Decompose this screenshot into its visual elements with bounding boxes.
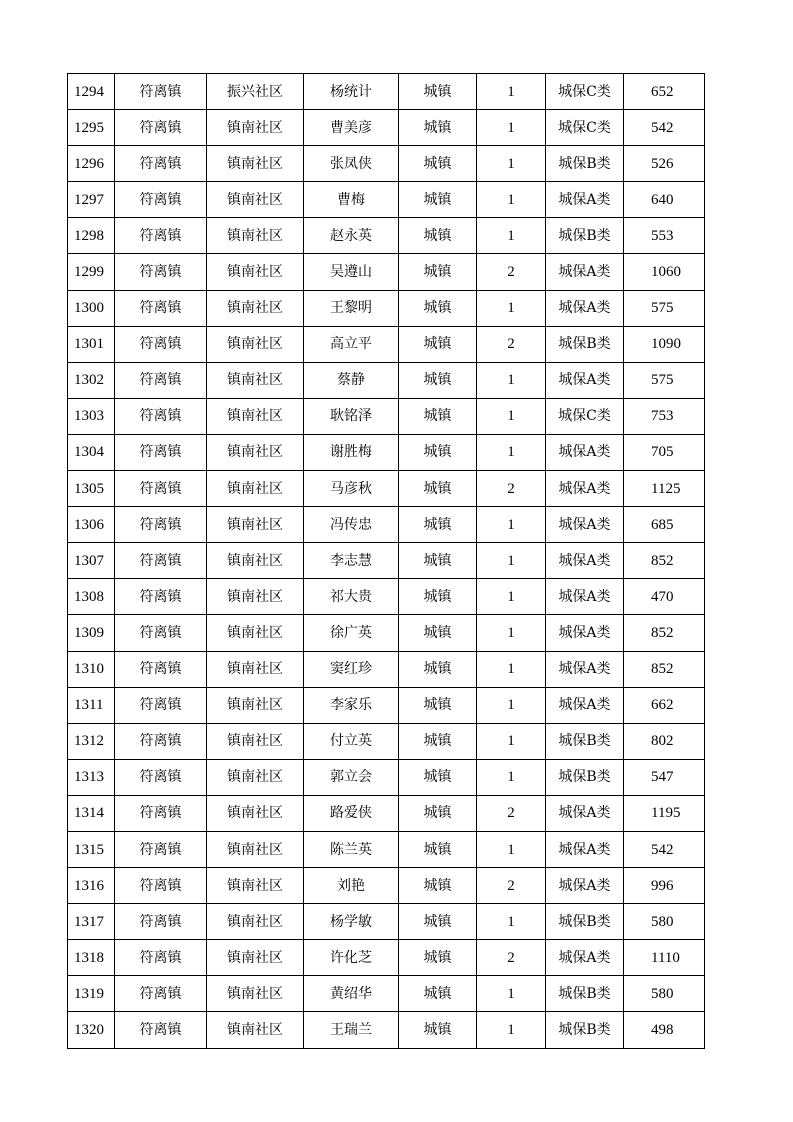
table-row: [68, 940, 705, 976]
cell-household-size: 1: [477, 146, 546, 182]
cell-area-type: 城镇: [399, 507, 477, 543]
cell-person-name: 王黎明: [304, 290, 399, 326]
cell-community: 镇南社区: [207, 976, 304, 1012]
cell-town: 符离镇: [115, 290, 207, 326]
table-row: [68, 723, 705, 759]
cell-household-size: 1: [477, 218, 546, 254]
cell-community: 镇南社区: [207, 471, 304, 507]
cell-household-size: 1: [477, 182, 546, 218]
cell-community: 镇南社区: [207, 543, 304, 579]
cell-amount: 575: [624, 290, 705, 326]
cell-insurance-category: 城保B类: [546, 1012, 624, 1048]
cell-amount: 652: [624, 74, 705, 110]
cell-amount: 553: [624, 218, 705, 254]
cell-community: 镇南社区: [207, 110, 304, 146]
cell-seq-number: 1313: [68, 759, 115, 795]
table-row: [68, 254, 705, 290]
cell-person-name: 蔡静: [304, 362, 399, 398]
cell-amount: 547: [624, 759, 705, 795]
cell-seq-number: 1305: [68, 471, 115, 507]
cell-area-type: 城镇: [399, 723, 477, 759]
table-body: [68, 74, 705, 1049]
cell-community: 镇南社区: [207, 795, 304, 831]
cell-person-name: 曹梅: [304, 182, 399, 218]
table-row: [68, 795, 705, 831]
cell-community: 镇南社区: [207, 434, 304, 470]
cell-town: 符离镇: [115, 723, 207, 759]
cell-insurance-category: 城保B类: [546, 723, 624, 759]
cell-area-type: 城镇: [399, 543, 477, 579]
cell-household-size: 1: [477, 723, 546, 759]
cell-area-type: 城镇: [399, 74, 477, 110]
cell-insurance-category: 城保A类: [546, 254, 624, 290]
cell-insurance-category: 城保A类: [546, 182, 624, 218]
cell-household-size: 1: [477, 1012, 546, 1048]
cell-amount: 705: [624, 434, 705, 470]
cell-town: 符离镇: [115, 904, 207, 940]
cell-insurance-category: 城保A类: [546, 471, 624, 507]
cell-insurance-category: 城保A类: [546, 543, 624, 579]
cell-community: 镇南社区: [207, 831, 304, 867]
data-sheet: [67, 73, 704, 1049]
cell-insurance-category: 城保A类: [546, 362, 624, 398]
table-row: [68, 362, 705, 398]
table-row: [68, 543, 705, 579]
cell-area-type: 城镇: [399, 615, 477, 651]
cell-area-type: 城镇: [399, 579, 477, 615]
cell-area-type: 城镇: [399, 687, 477, 723]
cell-seq-number: 1318: [68, 940, 115, 976]
cell-area-type: 城镇: [399, 218, 477, 254]
cell-community: 镇南社区: [207, 940, 304, 976]
cell-person-name: 杨统计: [304, 74, 399, 110]
cell-amount: 1195: [624, 795, 705, 831]
cell-town: 符离镇: [115, 146, 207, 182]
cell-amount: 526: [624, 146, 705, 182]
table-row: [68, 759, 705, 795]
cell-area-type: 城镇: [399, 182, 477, 218]
cell-amount: 662: [624, 687, 705, 723]
cell-town: 符离镇: [115, 795, 207, 831]
cell-amount: 852: [624, 615, 705, 651]
cell-household-size: 2: [477, 868, 546, 904]
cell-community: 镇南社区: [207, 398, 304, 434]
cell-town: 符离镇: [115, 868, 207, 904]
cell-area-type: 城镇: [399, 254, 477, 290]
cell-household-size: 2: [477, 471, 546, 507]
cell-person-name: 郭立会: [304, 759, 399, 795]
cell-household-size: 1: [477, 362, 546, 398]
cell-household-size: 1: [477, 110, 546, 146]
assistance-table: [67, 73, 705, 1049]
cell-person-name: 李志慧: [304, 543, 399, 579]
table-row: [68, 651, 705, 687]
cell-insurance-category: 城保A类: [546, 615, 624, 651]
cell-area-type: 城镇: [399, 146, 477, 182]
table-row: [68, 687, 705, 723]
cell-seq-number: 1294: [68, 74, 115, 110]
cell-community: 镇南社区: [207, 579, 304, 615]
cell-area-type: 城镇: [399, 326, 477, 362]
cell-household-size: 1: [477, 398, 546, 434]
table-row: [68, 1012, 705, 1048]
cell-seq-number: 1310: [68, 651, 115, 687]
cell-insurance-category: 城保A类: [546, 434, 624, 470]
cell-area-type: 城镇: [399, 434, 477, 470]
cell-insurance-category: 城保A类: [546, 579, 624, 615]
cell-seq-number: 1298: [68, 218, 115, 254]
cell-person-name: 刘艳: [304, 868, 399, 904]
cell-seq-number: 1302: [68, 362, 115, 398]
cell-person-name: 高立平: [304, 326, 399, 362]
cell-amount: 580: [624, 904, 705, 940]
cell-person-name: 徐广英: [304, 615, 399, 651]
cell-insurance-category: 城保A类: [546, 687, 624, 723]
cell-town: 符离镇: [115, 218, 207, 254]
cell-town: 符离镇: [115, 579, 207, 615]
cell-seq-number: 1317: [68, 904, 115, 940]
cell-community: 镇南社区: [207, 254, 304, 290]
table-row: [68, 904, 705, 940]
cell-amount: 498: [624, 1012, 705, 1048]
cell-community: 镇南社区: [207, 507, 304, 543]
cell-town: 符离镇: [115, 940, 207, 976]
table-row: [68, 218, 705, 254]
cell-community: 镇南社区: [207, 1012, 304, 1048]
cell-community: 镇南社区: [207, 182, 304, 218]
cell-town: 符离镇: [115, 507, 207, 543]
cell-seq-number: 1315: [68, 831, 115, 867]
cell-person-name: 吴遵山: [304, 254, 399, 290]
cell-area-type: 城镇: [399, 110, 477, 146]
table-row: [68, 434, 705, 470]
cell-person-name: 付立英: [304, 723, 399, 759]
cell-amount: 470: [624, 579, 705, 615]
cell-household-size: 2: [477, 795, 546, 831]
cell-household-size: 1: [477, 759, 546, 795]
cell-household-size: 1: [477, 579, 546, 615]
cell-seq-number: 1304: [68, 434, 115, 470]
cell-insurance-category: 城保B类: [546, 326, 624, 362]
cell-person-name: 耿铭泽: [304, 398, 399, 434]
cell-community: 镇南社区: [207, 759, 304, 795]
cell-town: 符离镇: [115, 651, 207, 687]
cell-household-size: 1: [477, 615, 546, 651]
cell-area-type: 城镇: [399, 1012, 477, 1048]
cell-town: 符离镇: [115, 74, 207, 110]
cell-community: 镇南社区: [207, 290, 304, 326]
cell-community: 镇南社区: [207, 687, 304, 723]
cell-town: 符离镇: [115, 976, 207, 1012]
cell-seq-number: 1306: [68, 507, 115, 543]
cell-seq-number: 1301: [68, 326, 115, 362]
cell-insurance-category: 城保C类: [546, 110, 624, 146]
cell-community: 镇南社区: [207, 904, 304, 940]
cell-area-type: 城镇: [399, 759, 477, 795]
cell-area-type: 城镇: [399, 795, 477, 831]
cell-amount: 542: [624, 110, 705, 146]
cell-seq-number: 1311: [68, 687, 115, 723]
cell-amount: 753: [624, 398, 705, 434]
cell-area-type: 城镇: [399, 651, 477, 687]
cell-insurance-category: 城保B类: [546, 218, 624, 254]
cell-seq-number: 1299: [68, 254, 115, 290]
cell-insurance-category: 城保A类: [546, 868, 624, 904]
cell-person-name: 杨学敏: [304, 904, 399, 940]
cell-area-type: 城镇: [399, 940, 477, 976]
cell-seq-number: 1319: [68, 976, 115, 1012]
cell-town: 符离镇: [115, 615, 207, 651]
cell-person-name: 张凤侠: [304, 146, 399, 182]
cell-amount: 996: [624, 868, 705, 904]
cell-person-name: 祁大贵: [304, 579, 399, 615]
cell-person-name: 许化芝: [304, 940, 399, 976]
table-row: [68, 507, 705, 543]
cell-person-name: 冯传忠: [304, 507, 399, 543]
cell-area-type: 城镇: [399, 398, 477, 434]
cell-insurance-category: 城保C类: [546, 398, 624, 434]
cell-town: 符离镇: [115, 1012, 207, 1048]
table-row: [68, 74, 705, 110]
cell-amount: 1110: [624, 940, 705, 976]
cell-person-name: 陈兰英: [304, 831, 399, 867]
cell-amount: 575: [624, 362, 705, 398]
cell-insurance-category: 城保A类: [546, 795, 624, 831]
cell-household-size: 1: [477, 651, 546, 687]
cell-area-type: 城镇: [399, 290, 477, 326]
cell-household-size: 1: [477, 74, 546, 110]
cell-seq-number: 1320: [68, 1012, 115, 1048]
cell-area-type: 城镇: [399, 362, 477, 398]
cell-household-size: 1: [477, 976, 546, 1012]
cell-insurance-category: 城保A类: [546, 651, 624, 687]
cell-seq-number: 1295: [68, 110, 115, 146]
cell-seq-number: 1314: [68, 795, 115, 831]
cell-person-name: 黄绍华: [304, 976, 399, 1012]
cell-community: 镇南社区: [207, 651, 304, 687]
cell-community: 镇南社区: [207, 615, 304, 651]
cell-person-name: 李家乐: [304, 687, 399, 723]
cell-household-size: 1: [477, 831, 546, 867]
cell-town: 符离镇: [115, 543, 207, 579]
cell-community: 镇南社区: [207, 218, 304, 254]
cell-household-size: 1: [477, 290, 546, 326]
cell-insurance-category: 城保A类: [546, 940, 624, 976]
cell-town: 符离镇: [115, 362, 207, 398]
cell-town: 符离镇: [115, 471, 207, 507]
cell-household-size: 2: [477, 940, 546, 976]
cell-insurance-category: 城保A类: [546, 290, 624, 326]
cell-amount: 542: [624, 831, 705, 867]
cell-community: 镇南社区: [207, 868, 304, 904]
cell-insurance-category: 城保B类: [546, 759, 624, 795]
cell-seq-number: 1296: [68, 146, 115, 182]
cell-area-type: 城镇: [399, 868, 477, 904]
cell-household-size: 2: [477, 254, 546, 290]
cell-amount: 1125: [624, 471, 705, 507]
table-row: [68, 290, 705, 326]
cell-town: 符离镇: [115, 254, 207, 290]
cell-household-size: 1: [477, 543, 546, 579]
cell-person-name: 路爱侠: [304, 795, 399, 831]
cell-town: 符离镇: [115, 759, 207, 795]
table-row: [68, 868, 705, 904]
table-row: [68, 615, 705, 651]
cell-amount: 640: [624, 182, 705, 218]
cell-town: 符离镇: [115, 831, 207, 867]
cell-insurance-category: 城保B类: [546, 976, 624, 1012]
cell-amount: 685: [624, 507, 705, 543]
cell-seq-number: 1308: [68, 579, 115, 615]
cell-seq-number: 1307: [68, 543, 115, 579]
cell-seq-number: 1303: [68, 398, 115, 434]
cell-person-name: 王瑞兰: [304, 1012, 399, 1048]
cell-amount: 852: [624, 651, 705, 687]
cell-person-name: 曹美彦: [304, 110, 399, 146]
table-row: [68, 110, 705, 146]
cell-seq-number: 1309: [68, 615, 115, 651]
table-row: [68, 182, 705, 218]
cell-community: 镇南社区: [207, 362, 304, 398]
cell-seq-number: 1316: [68, 868, 115, 904]
cell-area-type: 城镇: [399, 904, 477, 940]
cell-community: 振兴社区: [207, 74, 304, 110]
cell-community: 镇南社区: [207, 326, 304, 362]
cell-household-size: 1: [477, 434, 546, 470]
cell-household-size: 1: [477, 904, 546, 940]
cell-insurance-category: 城保B类: [546, 146, 624, 182]
table-row: [68, 398, 705, 434]
cell-town: 符离镇: [115, 434, 207, 470]
cell-area-type: 城镇: [399, 831, 477, 867]
cell-household-size: 2: [477, 326, 546, 362]
cell-amount: 580: [624, 976, 705, 1012]
table-row: [68, 326, 705, 362]
cell-household-size: 1: [477, 687, 546, 723]
cell-amount: 1060: [624, 254, 705, 290]
table-row: [68, 831, 705, 867]
cell-insurance-category: 城保C类: [546, 74, 624, 110]
cell-town: 符离镇: [115, 326, 207, 362]
cell-person-name: 马彦秋: [304, 471, 399, 507]
cell-person-name: 赵永英: [304, 218, 399, 254]
cell-town: 符离镇: [115, 398, 207, 434]
cell-person-name: 窦红珍: [304, 651, 399, 687]
cell-seq-number: 1312: [68, 723, 115, 759]
cell-area-type: 城镇: [399, 976, 477, 1012]
cell-community: 镇南社区: [207, 723, 304, 759]
cell-household-size: 1: [477, 507, 546, 543]
cell-insurance-category: 城保B类: [546, 904, 624, 940]
cell-town: 符离镇: [115, 110, 207, 146]
cell-area-type: 城镇: [399, 471, 477, 507]
cell-seq-number: 1300: [68, 290, 115, 326]
table-row: [68, 579, 705, 615]
table-row: [68, 976, 705, 1012]
cell-insurance-category: 城保A类: [546, 507, 624, 543]
cell-community: 镇南社区: [207, 146, 304, 182]
cell-amount: 802: [624, 723, 705, 759]
cell-amount: 1090: [624, 326, 705, 362]
cell-amount: 852: [624, 543, 705, 579]
cell-person-name: 谢胜梅: [304, 434, 399, 470]
cell-town: 符离镇: [115, 687, 207, 723]
cell-seq-number: 1297: [68, 182, 115, 218]
table-row: [68, 146, 705, 182]
cell-town: 符离镇: [115, 182, 207, 218]
cell-insurance-category: 城保A类: [546, 831, 624, 867]
table-row: [68, 471, 705, 507]
